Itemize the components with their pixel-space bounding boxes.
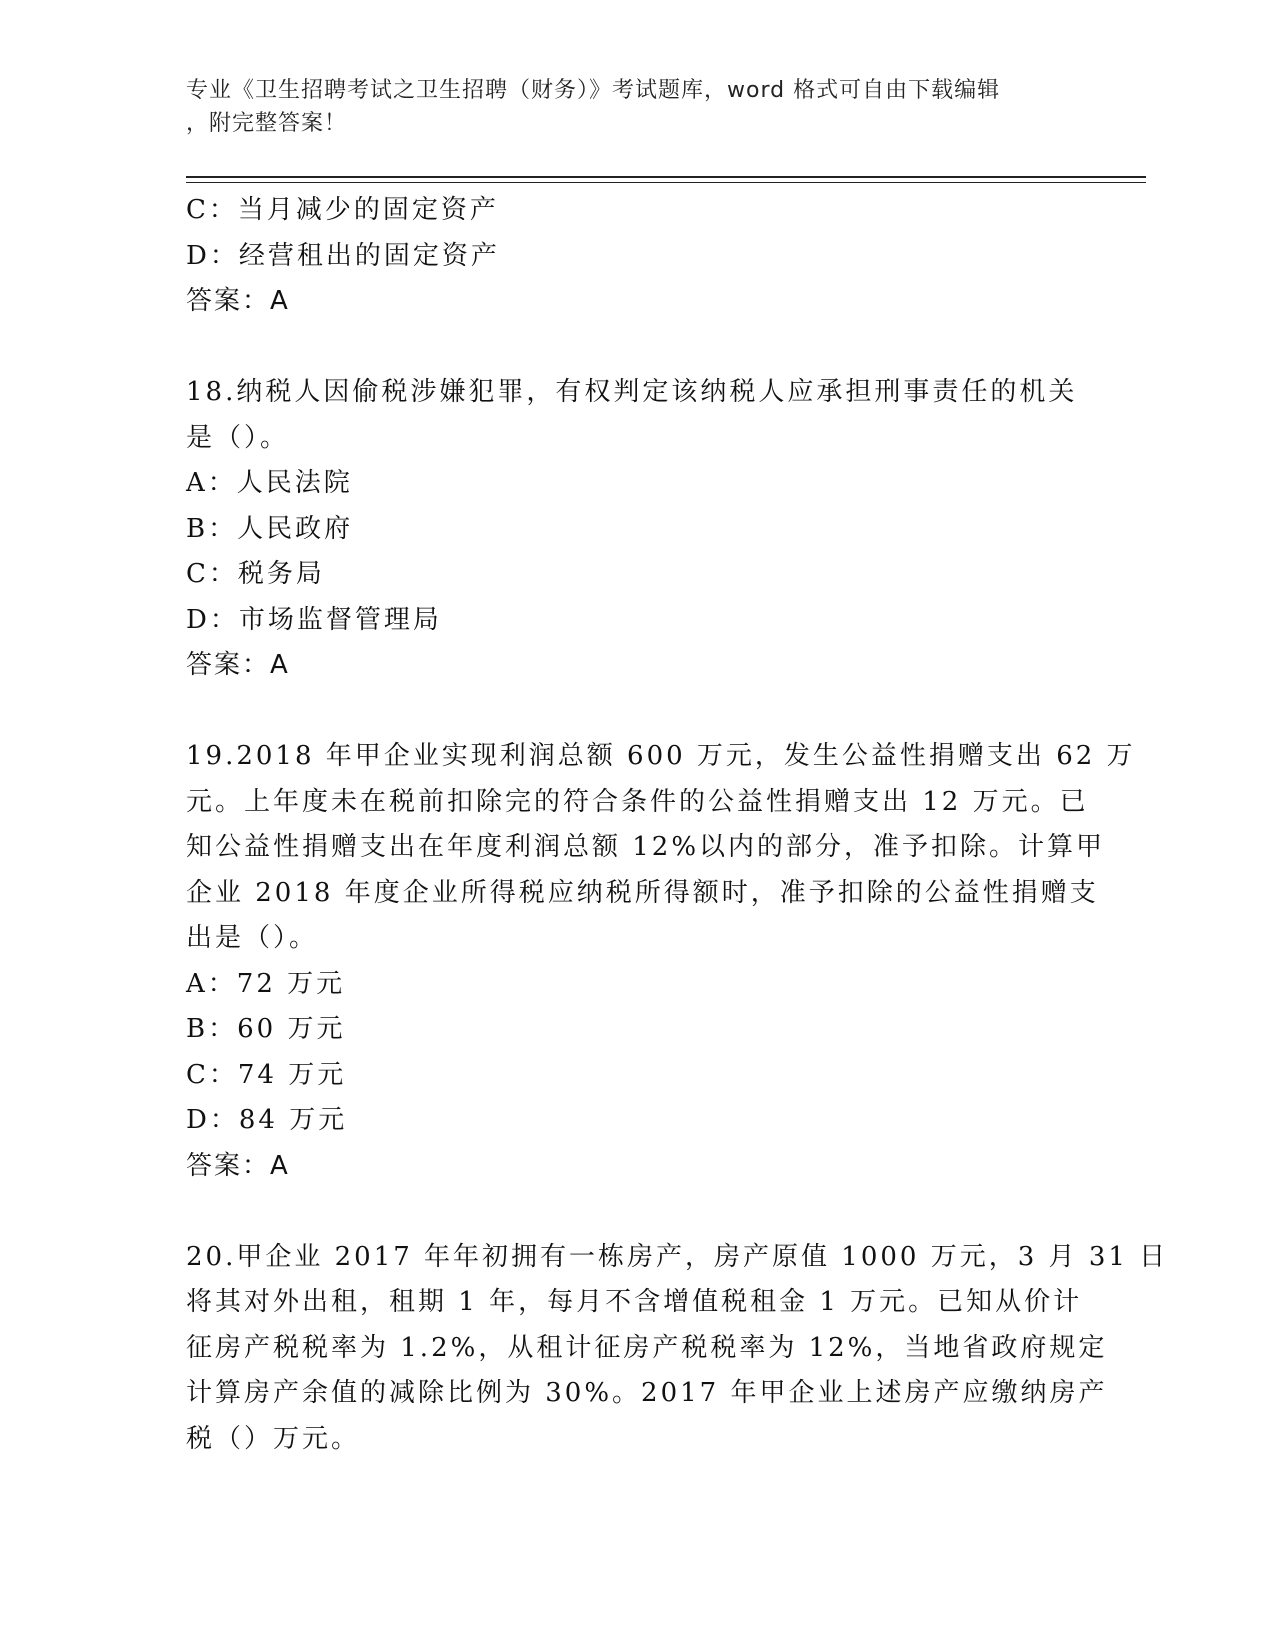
- q19-answer: 答案：A: [186, 1150, 290, 1181]
- q17-option-c: C：当月减少的固定资产: [186, 195, 499, 225]
- q20-stem-line-4: 计算房产余值的减除比例为 30%。2017 年甲企业上述房产应缴纳房产: [186, 1378, 1108, 1408]
- q19-option-c: C：74 万元: [186, 1059, 347, 1090]
- q20-stem-line-2: 将其对外出租，租期 1 年，每月不含增值税租金 1 万元。已知从价计: [186, 1287, 1083, 1317]
- q18-stem-line-1: 18.纳税人因偷税涉嫌犯罪，有权判定该纳税人应承担刑事责任的机关: [186, 377, 1078, 407]
- q18-stem-line-2: 是（）。: [186, 422, 290, 453]
- q20-stem-line-3: 征房产税税率为 1.2%，从租计征房产税税率为 12%，当地省政府规定: [186, 1332, 1108, 1363]
- header-rule-thin: [186, 182, 1146, 183]
- q19-stem-line-3: 知公益性捐赠支出在年度利润总额 12%以内的部分，准予扣除。计算甲: [186, 832, 1106, 862]
- q18-option-b: B：人民政府: [186, 513, 354, 544]
- q17-option-d: D：经营租出的固定资产: [186, 240, 500, 271]
- q18-option-c: C：税务局: [186, 559, 325, 589]
- header-line-2: ，附完整答案！: [186, 111, 348, 136]
- spacer: [186, 325, 1086, 371]
- question-19: [186, 734, 1136, 1189]
- q19-stem-line-2: 元。上年度未在税前扣除完的符合条件的公益性捐赠支出 12 万元。已: [186, 786, 1089, 817]
- document-body: [186, 188, 1169, 1462]
- q20-stem-line-5: 税（）万元。: [186, 1423, 361, 1454]
- q18-option-a: A：人民法院: [186, 468, 353, 498]
- q18-option-d: D：市场监督管理局: [186, 604, 442, 635]
- q19-option-d: D：84 万元: [186, 1105, 348, 1135]
- q19-stem-line-5: 出是（）。: [186, 923, 319, 953]
- header-rule-thick: [186, 176, 1146, 178]
- q17-answer: 答案：A: [186, 286, 290, 316]
- question-20: [186, 1235, 1169, 1463]
- spacer: [186, 689, 1086, 735]
- q19-stem-line-4: 企业 2018 年度企业所得税应纳税所得额时，准予扣除的公益性捐赠支: [186, 877, 1099, 908]
- q19-option-b: B：60 万元: [186, 1014, 346, 1044]
- question-18: [186, 370, 1086, 689]
- q20-stem-line-1: 20.甲企业 2017 年年初拥有一栋房产，房产原值 1000 万元，3 月 31 日: [186, 1241, 1169, 1272]
- document-header: [186, 74, 1066, 140]
- q19-stem-line-1: 19.2018 年甲企业实现利润总额 600 万元，发生公益性捐赠支出 62 万: [186, 741, 1136, 771]
- header-line-1: 专业《卫生招聘考试之卫生招聘（财务）》考试题库，word 格式可自由下载编辑: [186, 78, 1001, 103]
- question-17-tail: [186, 188, 1086, 325]
- q19-option-a: A：72 万元: [186, 968, 346, 999]
- spacer: [186, 1189, 1086, 1235]
- q18-answer: 答案：A: [186, 650, 290, 680]
